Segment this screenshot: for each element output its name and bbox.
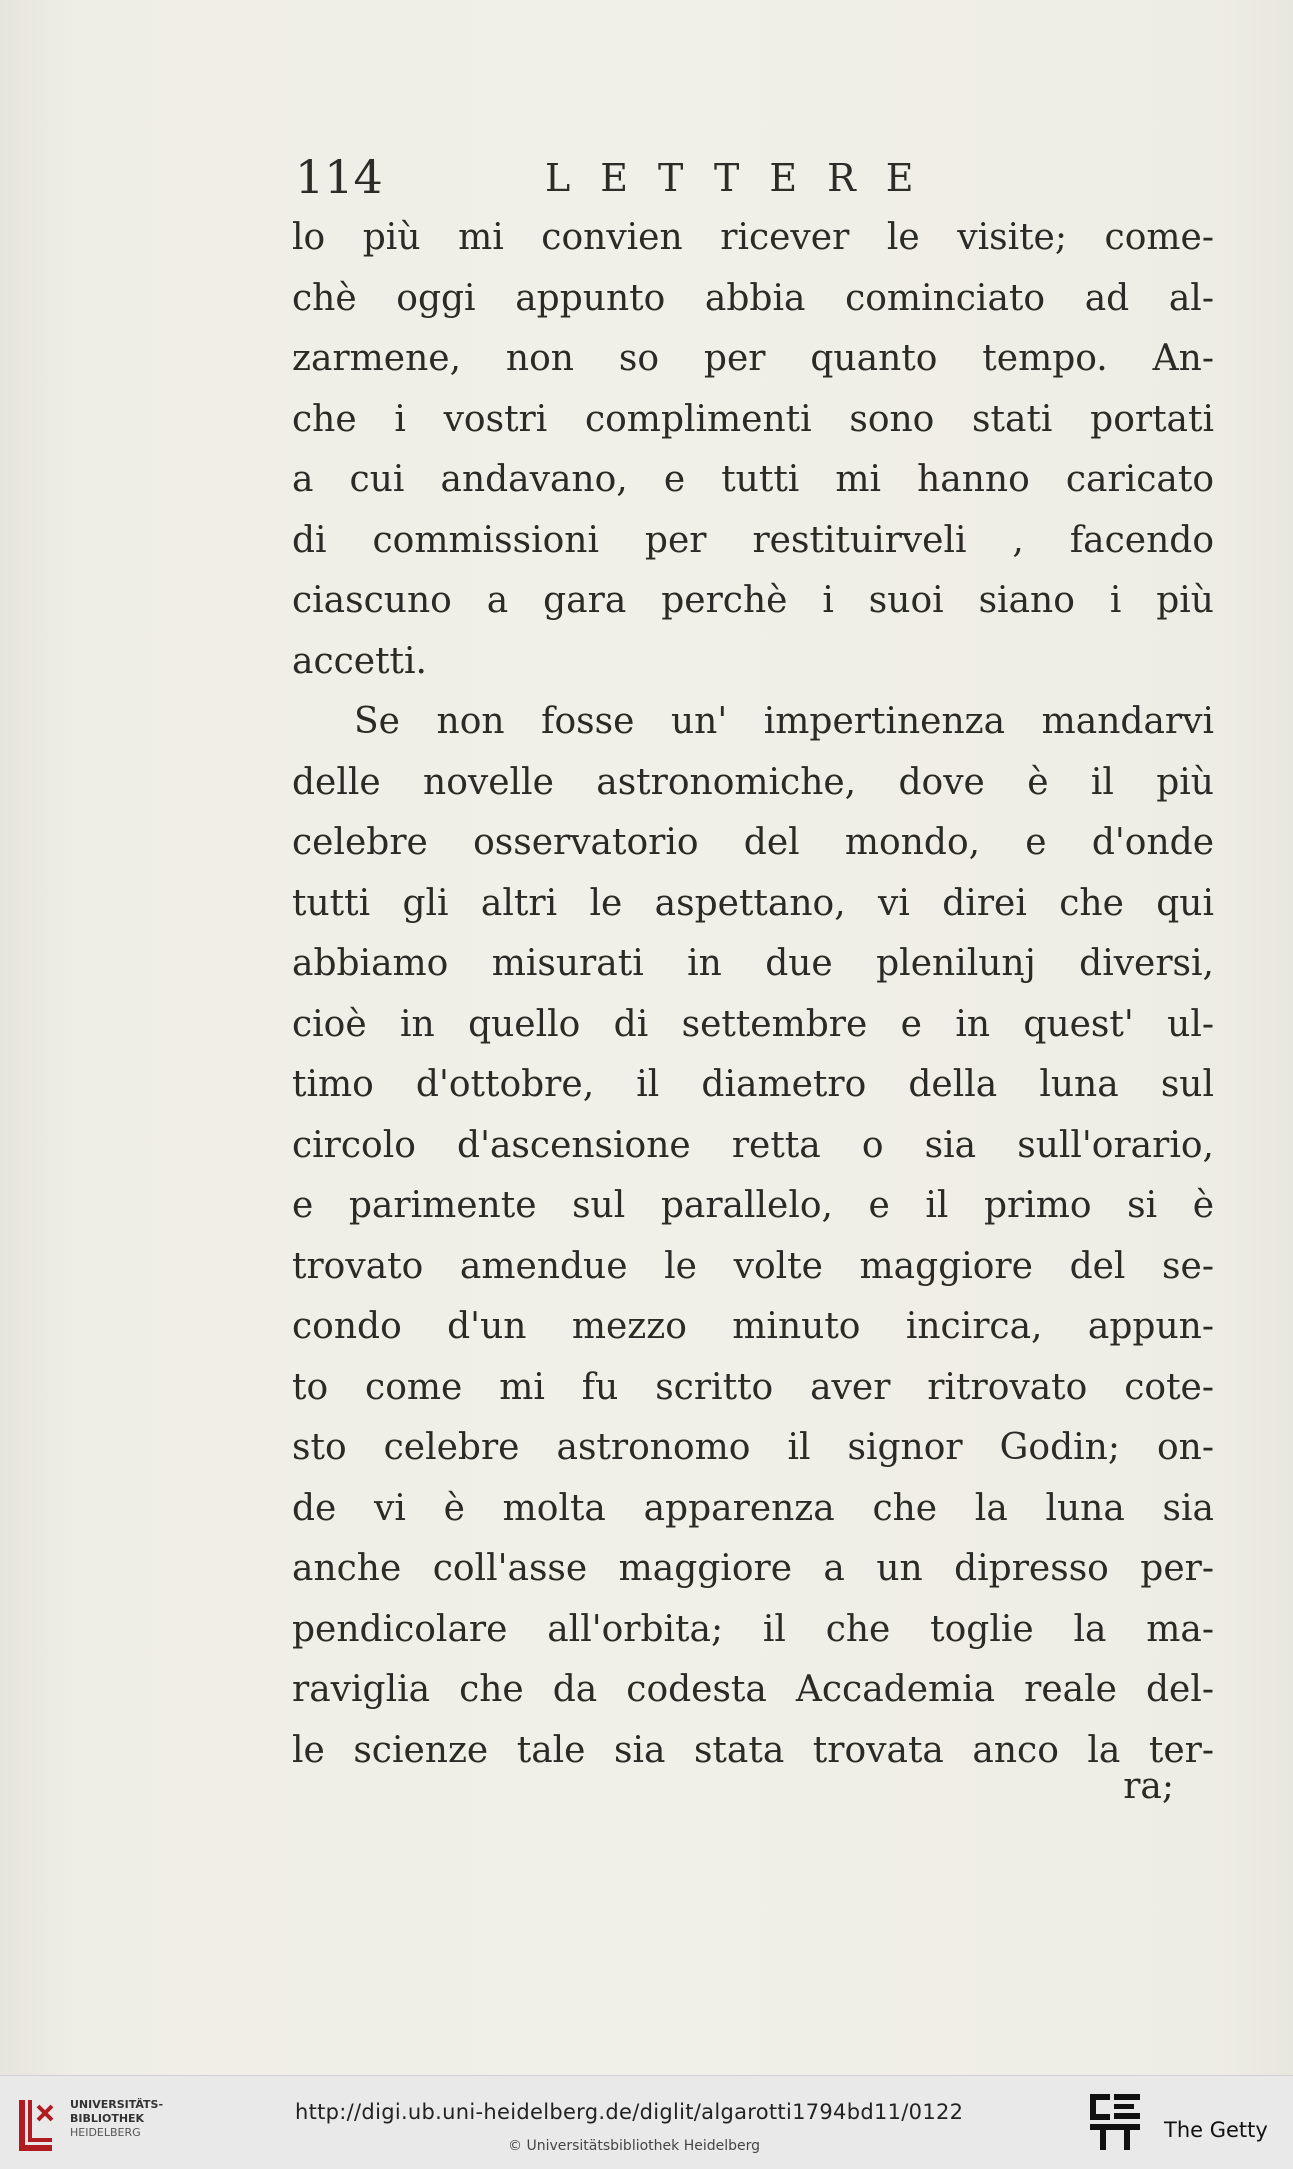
text-line: raviglia che da codesta Accademia reale del- <box>292 1669 1214 1710</box>
text-line: sto celebre astronomo il signor Godin; on- <box>292 1427 1214 1468</box>
permalink-url[interactable]: http://digi.ub.uni-heidelberg.de/diglit/algarotti1794bd11/0122 <box>295 2100 964 2124</box>
text-line: abbiamo misurati in due plenilunj diversi, <box>292 943 1214 984</box>
text-line: zarmene, non so per quanto tempo. An- <box>292 338 1214 379</box>
text-line: de vi è molta apparenza che la luna sia <box>292 1487 1214 1529</box>
library-name: UNIVERSITÄTS- BIBLIOTHEK HEIDELBERG <box>70 2098 164 2139</box>
university-library-logo-icon[interactable] <box>14 2096 60 2152</box>
getty-label: The Getty <box>1164 2118 1268 2142</box>
running-title: LETTERE <box>545 156 944 200</box>
getty-logo-icon[interactable] <box>1088 2090 1144 2154</box>
text-line: di commissioni per restituirveli , facendo <box>292 519 1214 561</box>
catchword: ra; <box>1123 1766 1174 1807</box>
text-line: a cui andavano, e tutti mi hanno caricato <box>292 459 1214 500</box>
text-line: condo d'un mezzo minuto incirca, appun- <box>292 1306 1214 1347</box>
page-number: 114 <box>295 150 383 204</box>
text-line: ciascuno a gara perchè i suoi siano i più <box>292 580 1214 621</box>
text-line: pendicolare all'orbita; il che toglie la ma- <box>292 1608 1214 1650</box>
text-line: trovato amendue le volte maggiore del se- <box>292 1245 1214 1287</box>
text-line: le scienze tale sia stata trovata anco la ter- <box>292 1729 1214 1771</box>
text-line: delle novelle astronomiche, dove è il più <box>292 761 1214 803</box>
text-line: lo più mi convien ricever le visite; come- <box>292 217 1214 258</box>
text-line: che i vostri complimenti sono stati portati <box>292 398 1214 440</box>
text-line: e parimente sul parallelo, e il primo si è <box>292 1185 1214 1226</box>
text-line: Se non fosse un' impertinenza mandarvi <box>354 701 1214 742</box>
text-line: circolo d'ascensione retta o sia sull'orario, <box>292 1124 1214 1166</box>
copyright-notice: © Universitätsbibliothek Heidelberg <box>508 2138 761 2154</box>
text-line: celebre osservatorio del mondo, e d'onde <box>292 822 1214 863</box>
text-line: anche coll'asse maggiore a un dipresso per- <box>292 1548 1214 1589</box>
text-line: accetti. <box>292 640 427 682</box>
text-line: to come mi fu scritto aver ritrovato cote- <box>292 1366 1214 1408</box>
text-line: timo d'ottobre, il diametro della luna sul <box>292 1064 1214 1105</box>
text-line: tutti gli altri le aspettano, vi direi che qui <box>292 882 1214 924</box>
viewer-footer <box>0 2075 1293 2169</box>
text-line: chè oggi appunto abbia cominciato ad al- <box>292 277 1214 319</box>
page-header <box>295 150 1255 210</box>
text-line: cioè in quello di settembre e in quest' ul- <box>292 1003 1214 1045</box>
body-text <box>292 208 1214 1781</box>
